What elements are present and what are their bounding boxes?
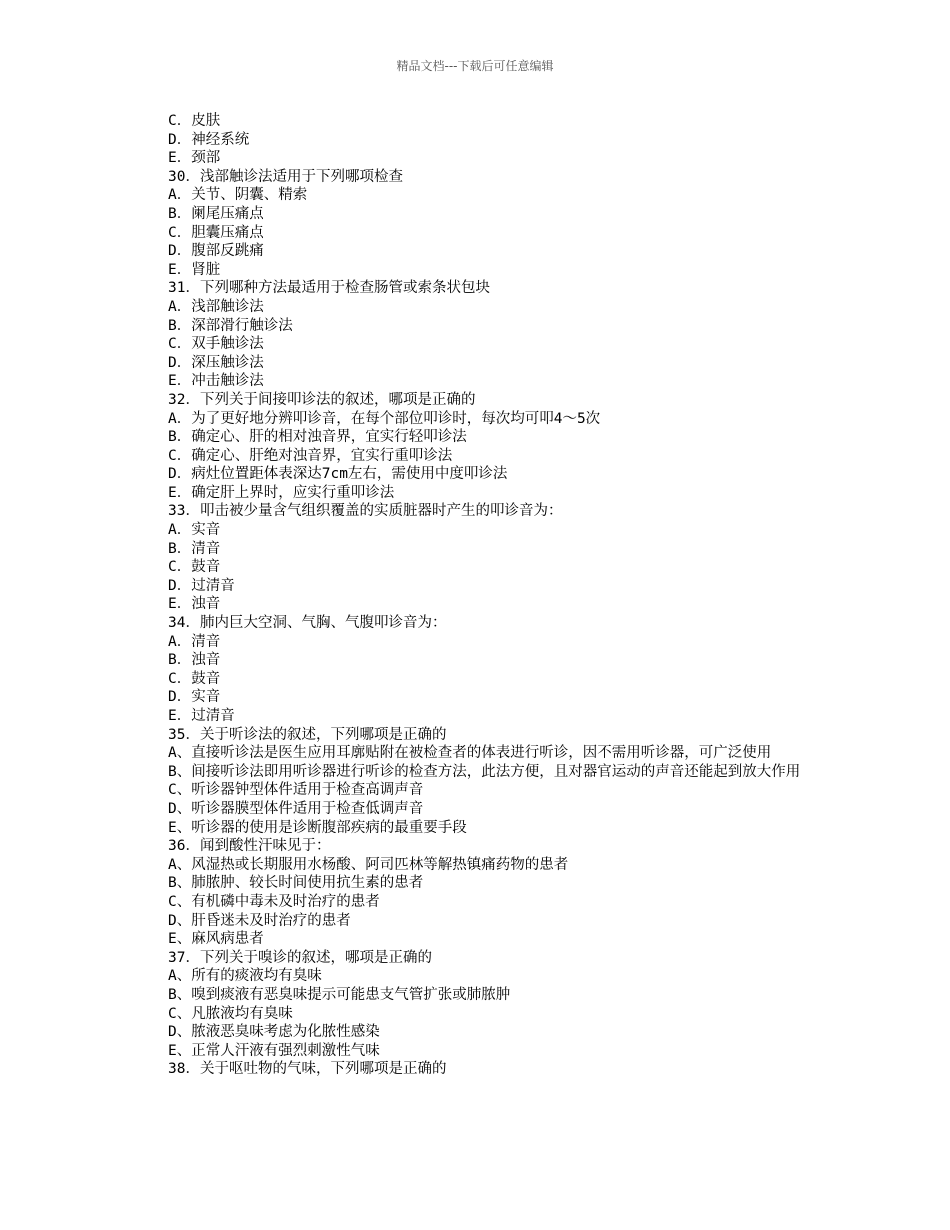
text-line: E．过清音 (168, 708, 235, 724)
text-line: B．清音 (168, 540, 221, 557)
text-line: B、肺脓肿、较长时间使用抗生素的患者 (168, 875, 424, 892)
text-line: A、所有的痰液均有臭味 (168, 968, 322, 985)
text-line: D．腹部反跳痛 (168, 243, 264, 260)
text-line: D．过清音 (168, 577, 235, 594)
text-line: 30．浅部触诊法适用于下列哪项检查 (168, 168, 403, 185)
text-line: A．浅部触诊法 (168, 298, 264, 315)
text-line: A．清音 (168, 633, 221, 650)
text-line: C、凡脓液均有臭味 (168, 1005, 293, 1022)
page-header: 精品文档---下载后可任意编辑 (396, 59, 554, 73)
text-line: A．关节、阴囊、精索 (168, 187, 308, 204)
text-line: D．病灶位置距体表深达7cm左右，需使用中度叩诊法 (168, 466, 508, 483)
text-line: E．确定肝上界时，应实行重叩诊法 (168, 484, 395, 501)
text-line: D．深压触诊法 (168, 354, 264, 371)
text-line: 36．闻到酸性汗味见于： (168, 838, 331, 855)
text-line: D．实音 (168, 689, 221, 706)
text-line: D、肝昏迷未及时治疗的患者 (168, 912, 351, 929)
text-line: 33．叩击被少量含气组织覆盖的实质脏器时产生的叩诊音为： (168, 503, 563, 520)
text-line: 31．下列哪种方法最适用于检查肠管或索条状包块 (168, 280, 490, 297)
text-line: D、脓液恶臭味考虑为化脓性感染 (168, 1024, 380, 1041)
document-body (140, 112, 810, 1079)
text-line: 38．关于呕吐物的气味，下列哪项是正确的 (168, 1061, 447, 1078)
text-line: A、风湿热或长期服用水杨酸、阿司匹林等解热镇痛药物的患者 (168, 856, 569, 873)
text-line: C．胆囊压痛点 (168, 224, 264, 241)
text-line: B、间接听诊法即用听诊器进行听诊的检查方法，此法方便，且对器官运动的声音还能起到放大作用 (168, 763, 801, 780)
text-line: C、听诊器钟型体件适用于检查高调声音 (168, 782, 424, 799)
text-line: A．为了更好地分辨叩诊音，在每个部位叩诊时，每次均可叩4～5次 (168, 410, 601, 427)
text-line: E、听诊器的使用是诊断腹部疾病的最重要手段 (168, 819, 467, 836)
text-line: E．颈部 (168, 150, 221, 167)
text-line: B．深部滑行触诊法 (168, 317, 293, 334)
text-line: A、直接听诊法是医生应用耳廓贴附在被检查者的体表进行听诊，因不需用听诊器，可广泛使用 (168, 745, 772, 762)
text-line: B、嗅到痰液有恶臭味提示可能患支气管扩张或肺脓肿 (168, 986, 511, 1003)
text-line: 32．下列关于间接叩诊法的叙述，哪项是正确的 (168, 391, 476, 408)
text-line: C．鼓音 (168, 670, 221, 687)
text-line: A．实音 (168, 522, 221, 539)
text-line: C．鼓音 (168, 559, 221, 576)
text-line: B．确定心、肝的相对浊音界，宜实行轻叩诊法 (168, 429, 467, 446)
text-line: B．阑尾压痛点 (168, 205, 264, 222)
text-line: B．浊音 (168, 652, 221, 669)
text-line: C．皮肤 (168, 113, 221, 129)
text-line: E．冲击触诊法 (168, 373, 264, 390)
text-line: E、正常人汗液有强烈刺激性气味 (168, 1042, 380, 1059)
text-line: E．肾脏 (168, 261, 221, 278)
text-line: D．神经系统 (168, 131, 250, 148)
text-line: C．确定心、肝绝对浊音界，宜实行重叩诊法 (168, 447, 453, 464)
text-line: E、麻风病患者 (168, 931, 264, 948)
text-line: C、有机磷中毒未及时治疗的患者 (168, 893, 380, 910)
text-line: 37．下列关于嗅诊的叙述，哪项是正确的 (168, 949, 432, 966)
text-line: C．双手触诊法 (168, 336, 264, 353)
text-line: 35．关于听诊法的叙述，下列哪项是正确的 (168, 726, 447, 743)
text-line: D、听诊器膜型体件适用于检查低调声音 (168, 800, 424, 817)
text-line: E．浊音 (168, 596, 221, 613)
text-line: 34．肺内巨大空洞、气胸、气腹叩诊音为： (168, 615, 447, 632)
